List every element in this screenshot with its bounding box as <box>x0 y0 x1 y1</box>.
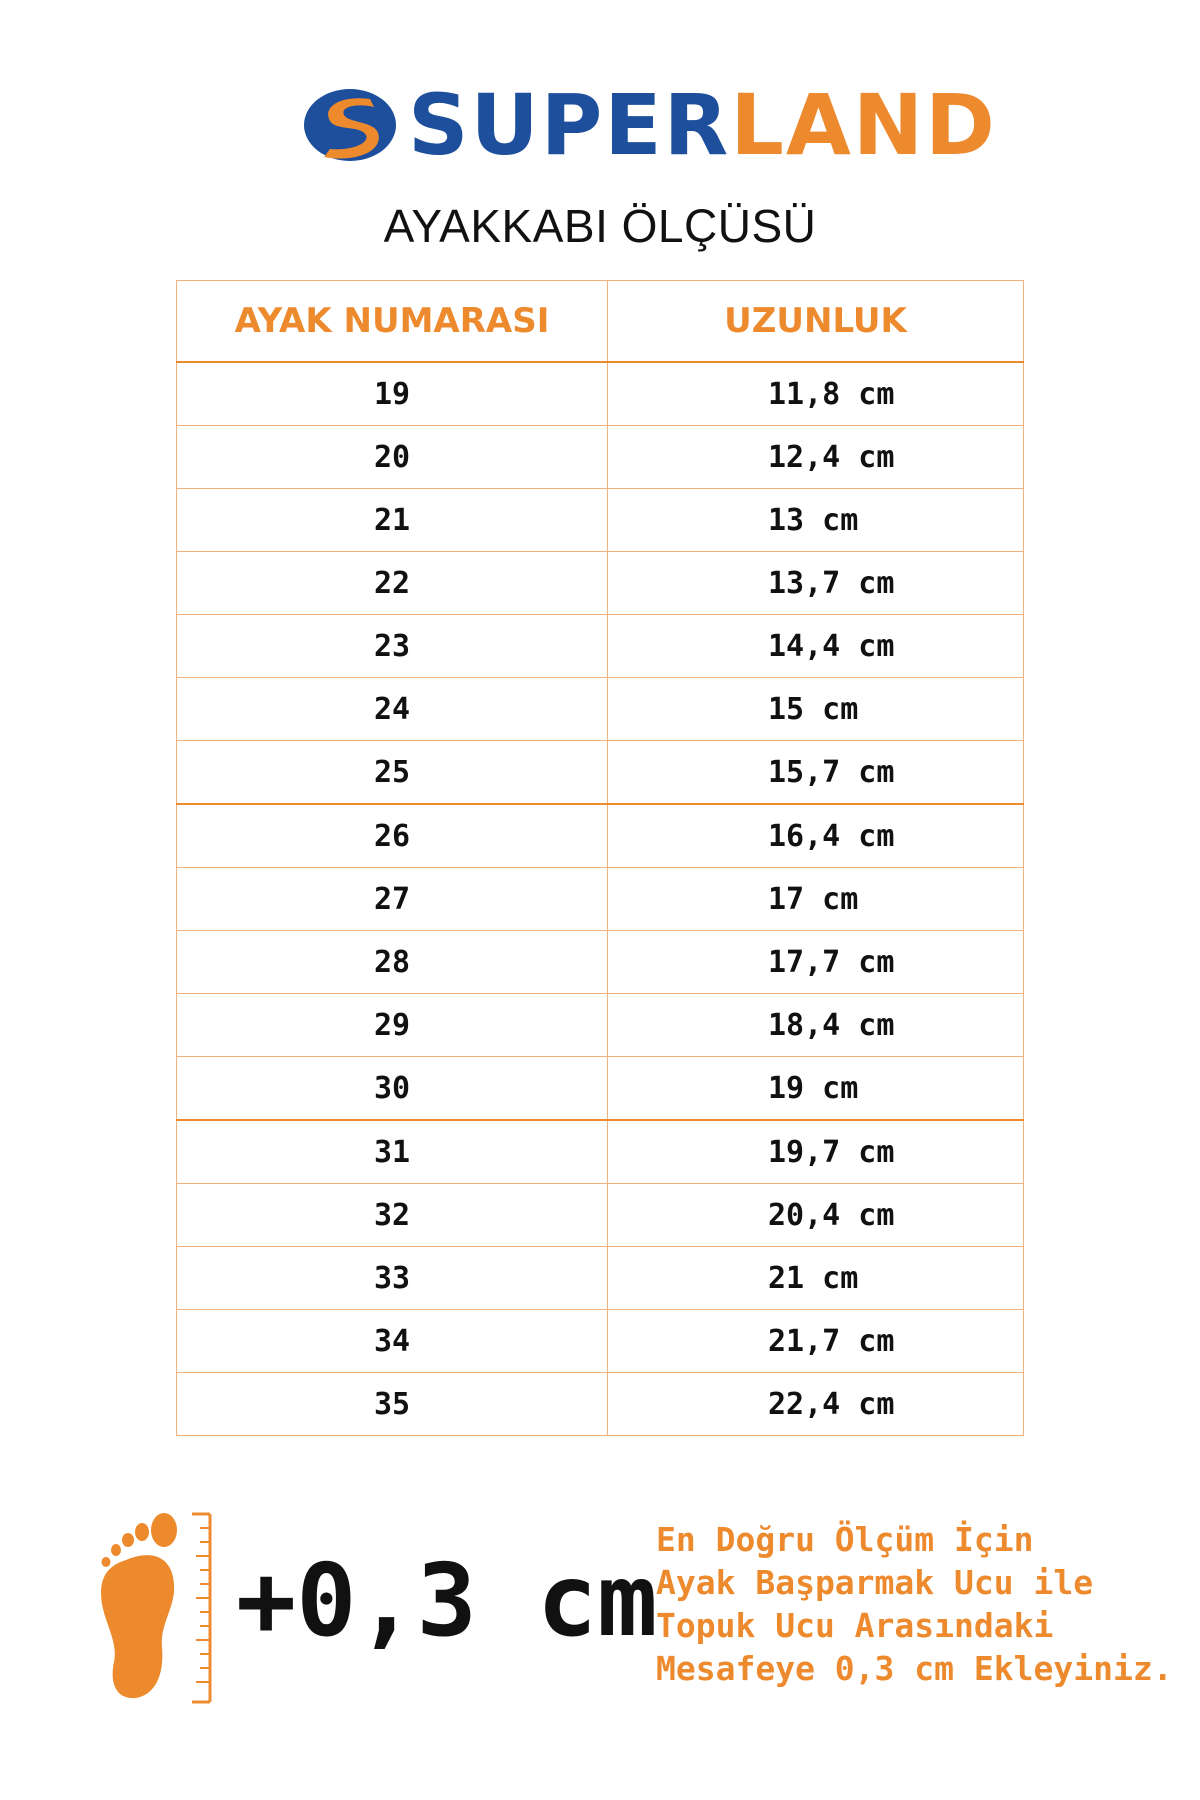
length-cell: 12,4 cm <box>608 426 1024 489</box>
size-cell: 34 <box>177 1310 608 1373</box>
header-foot-size: AYAK NUMARASI <box>177 281 608 363</box>
size-cell: 25 <box>177 741 608 805</box>
size-cell: 24 <box>177 678 608 741</box>
length-cell: 15 cm <box>608 678 1024 741</box>
size-cell: 31 <box>177 1120 608 1184</box>
measurement-note <box>656 1518 1176 1690</box>
table-row <box>177 931 1024 994</box>
length-cell: 18,4 cm <box>608 994 1024 1057</box>
length-cell: 17 cm <box>608 868 1024 931</box>
length-cell: 13,7 cm <box>608 552 1024 615</box>
size-cell: 27 <box>177 868 608 931</box>
length-cell: 17,7 cm <box>608 931 1024 994</box>
table-row <box>177 1120 1024 1184</box>
size-chart-table <box>176 280 1024 1436</box>
length-cell: 22,4 cm <box>608 1373 1024 1436</box>
table-row <box>177 1373 1024 1436</box>
length-cell: 19 cm <box>608 1057 1024 1121</box>
size-cell: 19 <box>177 362 608 426</box>
size-cell: 22 <box>177 552 608 615</box>
size-cell: 33 <box>177 1247 608 1310</box>
table-row <box>177 678 1024 741</box>
table-row <box>177 552 1024 615</box>
table-row <box>177 1247 1024 1310</box>
table-row <box>177 489 1024 552</box>
size-cell: 29 <box>177 994 608 1057</box>
table-row <box>177 1310 1024 1373</box>
table-row <box>177 1057 1024 1121</box>
size-cell: 30 <box>177 1057 608 1121</box>
table-row <box>177 426 1024 489</box>
note-line: Mesafeye 0,3 cm Ekleyiniz. <box>656 1649 1173 1688</box>
page-title: AYAKKABI ÖLÇÜSÜ <box>383 200 817 252</box>
size-cell: 32 <box>177 1184 608 1247</box>
note-line: En Doğru Ölçüm İçin <box>656 1520 1034 1559</box>
brand-wordmark <box>408 76 997 174</box>
length-cell: 16,4 cm <box>608 804 1024 868</box>
length-cell: 21 cm <box>608 1247 1024 1310</box>
table-row <box>177 615 1024 678</box>
note-line: Topuk Ucu Arasındaki <box>656 1606 1054 1645</box>
length-cell: 20,4 cm <box>608 1184 1024 1247</box>
length-cell: 19,7 cm <box>608 1120 1024 1184</box>
length-cell: 13 cm <box>608 489 1024 552</box>
table-header-row <box>177 281 1024 363</box>
foot-ruler-icon <box>92 1508 222 1708</box>
brand-part-super: SUPER <box>408 76 731 174</box>
brand-part-land: LAND <box>730 76 997 174</box>
measurement-tip <box>0 1500 1200 1720</box>
table-row <box>177 868 1024 931</box>
length-cell: 15,7 cm <box>608 741 1024 805</box>
header-length: UZUNLUK <box>608 281 1024 363</box>
size-cell: 35 <box>177 1373 608 1436</box>
table-row <box>177 1184 1024 1247</box>
table-row <box>177 994 1024 1057</box>
size-cell: 26 <box>177 804 608 868</box>
length-cell: 21,7 cm <box>608 1310 1024 1373</box>
table-row <box>177 741 1024 805</box>
note-line: Ayak Başparmak Ucu ile <box>656 1563 1094 1602</box>
size-cell: 23 <box>177 615 608 678</box>
superland-s-logo-icon <box>300 85 400 165</box>
table-row <box>177 362 1024 426</box>
brand-logo <box>300 76 997 174</box>
table-row <box>177 804 1024 868</box>
length-cell: 14,4 cm <box>608 615 1024 678</box>
size-cell: 28 <box>177 931 608 994</box>
size-cell: 20 <box>177 426 608 489</box>
length-cell: 11,8 cm <box>608 362 1024 426</box>
size-addition: +0,3 cm <box>236 1542 658 1659</box>
size-cell: 21 <box>177 489 608 552</box>
